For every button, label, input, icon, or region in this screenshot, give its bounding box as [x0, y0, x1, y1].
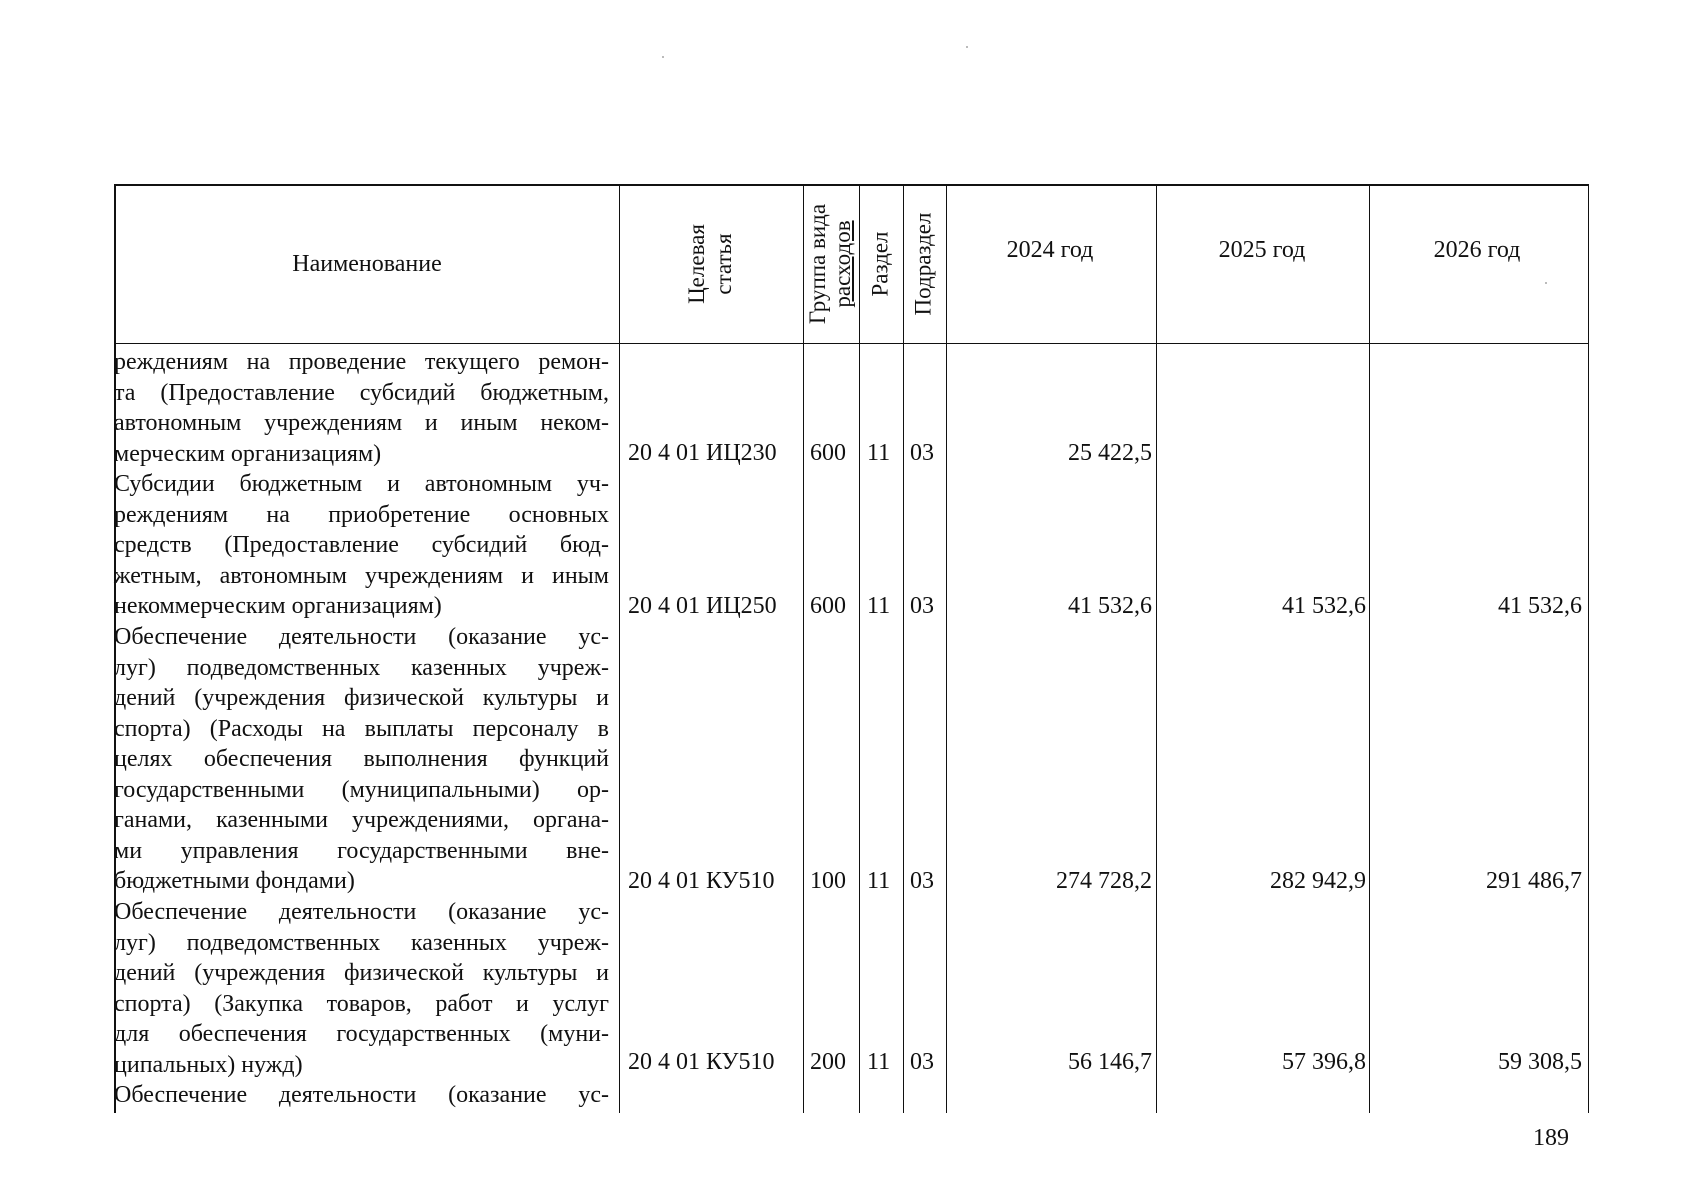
- row-4-description: Обеспечение деятельности (оказание ус- луг) подведомственных казенных учреж- дений (учреждения физической культуры и спорта) (Закупка товаров, работ и услуг для обеспечения государственных (муни- ципальных) нужд): [114, 899, 609, 1078]
- row-3-group: 100: [810, 868, 846, 894]
- row-1-subsection: 03: [910, 440, 934, 466]
- col-divider-section: [903, 186, 904, 1113]
- row-4-2026: 59 308,5: [1498, 1049, 1582, 1075]
- row-3-2024: 274 728,2: [1056, 868, 1152, 894]
- row-3-2026: 291 486,7: [1486, 868, 1582, 894]
- col-divider-subsection: [946, 186, 947, 1113]
- row-4-2025: 57 396,8: [1282, 1049, 1366, 1075]
- scan-speck: [1545, 282, 1547, 284]
- col-divider-2024: [1156, 186, 1157, 1113]
- page-number: 189: [1533, 1125, 1569, 1151]
- row-1-section: 11: [867, 440, 891, 466]
- row-2-2024: 41 532,6: [1068, 593, 1152, 619]
- header-2026: 2026 год: [1433, 236, 1521, 263]
- header-2025: 2025 год: [1218, 236, 1306, 263]
- row-4-section: 11: [867, 1049, 891, 1075]
- header-bottom-border: [116, 343, 1588, 344]
- header-2024: 2024 год: [1006, 236, 1094, 263]
- row-1-2024: 25 422,5: [1068, 440, 1152, 466]
- row-2-subsection: 03: [910, 593, 934, 619]
- row-2-target: 20 4 01 ИЦ250: [628, 593, 777, 619]
- row-1-description: реждениям на проведение текущего ремон- та (Предоставление субсидий бюджетным, автономным учреждениям и иным неком- мерческим организациям): [114, 349, 609, 467]
- header-section: Раздел: [867, 231, 893, 297]
- row-4-group: 200: [810, 1049, 846, 1075]
- header-name: Наименование: [292, 250, 442, 277]
- row-1-group: 600: [810, 440, 846, 466]
- row-4-subsection: 03: [910, 1049, 934, 1075]
- row-3-description: Обеспечение деятельности (оказание ус- луг) подведомственных казенных учреж- дений (учреждения физической культуры и спорта) (Расходы на выплаты персоналу в целях обеспечения выполнения функций государственными (муниципальными) ор- ганами, казенными учреждениями, органа- ми управления государственными вне- бюджетными фондами): [114, 624, 609, 894]
- row-4-target: 20 4 01 КУ510: [628, 1049, 775, 1075]
- row-2-group: 600: [810, 593, 846, 619]
- row-4-2024: 56 146,7: [1068, 1049, 1152, 1075]
- row-1-target: 20 4 01 ИЦ230: [628, 440, 777, 466]
- col-divider-2025: [1369, 186, 1370, 1113]
- row-2-section: 11: [867, 593, 891, 619]
- row-2-2026: 41 532,6: [1498, 593, 1582, 619]
- row-3-2025: 282 942,9: [1270, 868, 1366, 894]
- col-divider-group: [859, 186, 860, 1113]
- col-divider-target: [803, 186, 804, 1113]
- row-2-2025: 41 532,6: [1282, 593, 1366, 619]
- header-expense-group: Группа вида расходов: [805, 203, 855, 325]
- scan-speck: [966, 46, 968, 48]
- col-divider-name: [619, 186, 620, 1113]
- header-target: Целевая статья: [684, 224, 736, 304]
- row-5-description: Обеспечение деятельности (оказание ус-: [114, 1082, 609, 1108]
- row-3-subsection: 03: [910, 868, 934, 894]
- row-2-description: Субсидии бюджетным и автономным уч- реждениям на приобретение основных средств (Предоставление субсидий бюд- жетным, автономным учреждениям и иным некоммерческим организациям): [114, 471, 609, 619]
- row-3-section: 11: [867, 868, 891, 894]
- scan-speck: [662, 56, 664, 58]
- header-subsection: Подраздел: [910, 212, 936, 316]
- row-3-target: 20 4 01 КУ510: [628, 868, 775, 894]
